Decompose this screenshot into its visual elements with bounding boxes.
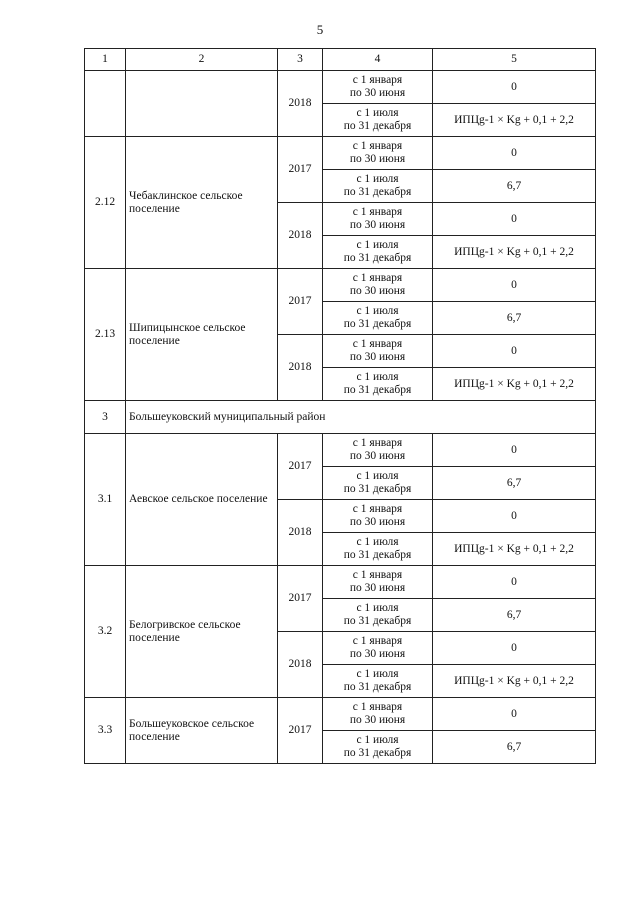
value-cell: ИПЦg-1 × Kg + 0,1 + 2,2	[433, 665, 596, 698]
period-cell: с 1 июля по 31 декабря	[323, 665, 433, 698]
name-cell	[126, 71, 278, 137]
period-cell: с 1 января по 30 июня	[323, 137, 433, 170]
number-cell	[85, 71, 126, 137]
name-cell: Шипицынское сельское поселение	[126, 269, 278, 401]
period-cell: с 1 июля по 31 декабря	[323, 467, 433, 500]
value-cell: 0	[433, 137, 596, 170]
period-cell: с 1 июля по 31 декабря	[323, 599, 433, 632]
value-cell: 0	[433, 71, 596, 104]
name-cell: Аевское сельское поселение	[126, 434, 278, 566]
period-cell: с 1 января по 30 июня	[323, 632, 433, 665]
number-cell: 3.3	[85, 698, 126, 764]
year-cell: 2017	[278, 698, 323, 764]
value-cell: ИПЦg-1 × Kg + 0,1 + 2,2	[433, 104, 596, 137]
period-cell: с 1 января по 30 июня	[323, 698, 433, 731]
table-row	[85, 71, 596, 104]
value-cell: ИПЦg-1 × Kg + 0,1 + 2,2	[433, 368, 596, 401]
year-cell: 2018	[278, 500, 323, 566]
value-cell: 6,7	[433, 467, 596, 500]
value-cell: 0	[433, 335, 596, 368]
header-cell: 5	[433, 49, 596, 71]
header-cell: 4	[323, 49, 433, 71]
period-cell: с 1 июля по 31 декабря	[323, 302, 433, 335]
period-cell: с 1 июля по 31 декабря	[323, 236, 433, 269]
name-cell: Белогривское сельское поселение	[126, 566, 278, 698]
table-row	[85, 137, 596, 170]
table-row	[85, 566, 596, 599]
period-cell: с 1 июля по 31 декабря	[323, 368, 433, 401]
period-cell: с 1 июля по 31 декабря	[323, 170, 433, 203]
value-cell: ИПЦg-1 × Kg + 0,1 + 2,2	[433, 533, 596, 566]
period-cell: с 1 июля по 31 декабря	[323, 533, 433, 566]
period-cell: с 1 января по 30 июня	[323, 71, 433, 104]
number-cell: 2.12	[85, 137, 126, 269]
header-row	[85, 49, 596, 71]
value-cell: 0	[433, 632, 596, 665]
value-cell: 0	[433, 500, 596, 533]
header-cell: 3	[278, 49, 323, 71]
tariff-table	[84, 48, 596, 764]
number-cell: 3.2	[85, 566, 126, 698]
period-cell: с 1 января по 30 июня	[323, 434, 433, 467]
year-cell: 2017	[278, 434, 323, 500]
value-cell: 0	[433, 566, 596, 599]
number-cell: 3.1	[85, 434, 126, 566]
period-cell: с 1 июля по 31 декабря	[323, 104, 433, 137]
year-cell: 2018	[278, 203, 323, 269]
number-cell: 2.13	[85, 269, 126, 401]
value-cell: 6,7	[433, 302, 596, 335]
year-cell: 2018	[278, 71, 323, 137]
header-cell: 2	[126, 49, 278, 71]
number-cell: 3	[85, 401, 126, 434]
period-cell: с 1 января по 30 июня	[323, 203, 433, 236]
value-cell: 0	[433, 434, 596, 467]
table-row	[85, 269, 596, 302]
value-cell: ИПЦg-1 × Kg + 0,1 + 2,2	[433, 236, 596, 269]
district-row	[85, 401, 596, 434]
year-cell: 2017	[278, 269, 323, 335]
page-number: 5	[316, 22, 324, 37]
year-cell: 2017	[278, 566, 323, 632]
value-cell: 0	[433, 698, 596, 731]
period-cell: с 1 июля по 31 декабря	[323, 731, 433, 764]
period-cell: с 1 января по 30 июня	[323, 566, 433, 599]
value-cell: 0	[433, 203, 596, 236]
value-cell: 6,7	[433, 170, 596, 203]
district-name-cell: Большеуковский муниципальный район	[126, 401, 596, 434]
name-cell: Большеуковское сельское поселение	[126, 698, 278, 764]
year-cell: 2018	[278, 632, 323, 698]
header-cell: 1	[85, 49, 126, 71]
period-cell: с 1 января по 30 июня	[323, 335, 433, 368]
value-cell: 6,7	[433, 731, 596, 764]
table-row	[85, 434, 596, 467]
year-cell: 2018	[278, 335, 323, 401]
year-cell: 2017	[278, 137, 323, 203]
period-cell: с 1 января по 30 июня	[323, 500, 433, 533]
period-cell: с 1 января по 30 июня	[323, 269, 433, 302]
value-cell: 6,7	[433, 599, 596, 632]
table-row	[85, 698, 596, 731]
value-cell: 0	[433, 269, 596, 302]
name-cell: Чебаклинское сельское поселение	[126, 137, 278, 269]
